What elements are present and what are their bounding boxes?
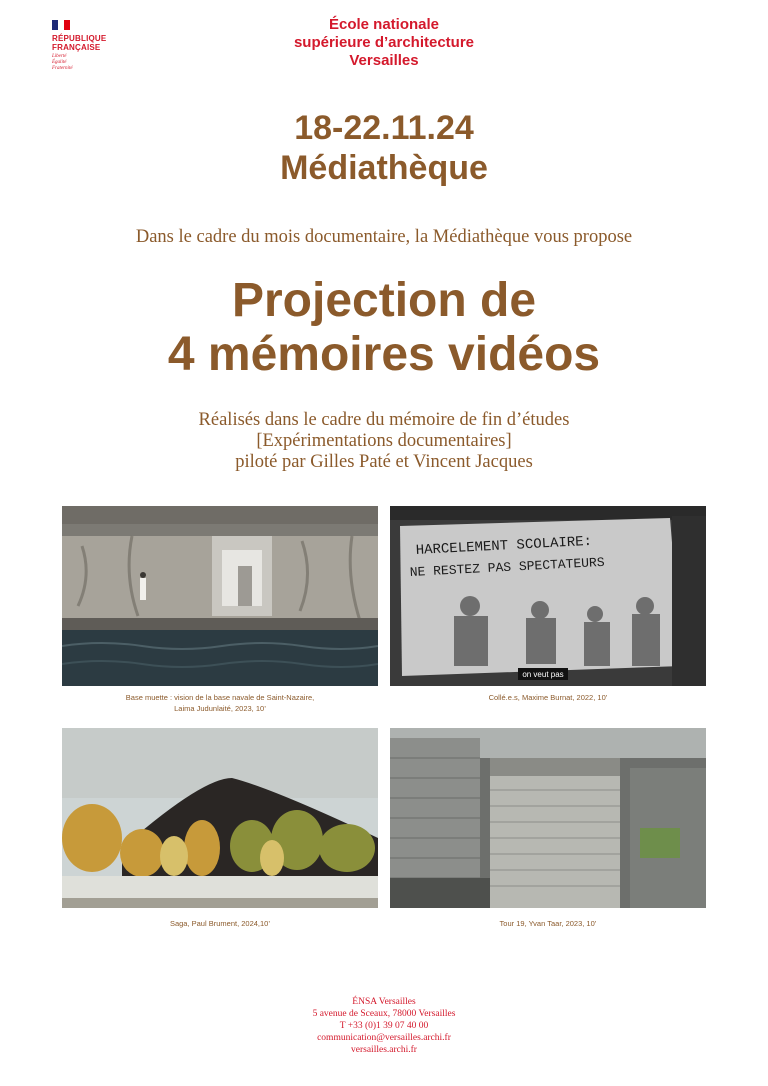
film-card-saga [62, 728, 378, 929]
film-still-tour-19 [390, 728, 706, 908]
film-still-base-muette [62, 506, 378, 686]
school-name [0, 16, 768, 70]
event-title-line: Projection de [231, 274, 537, 327]
film-caption-line: Base muette : vision de la base navale de Saint-Nazaire, [125, 693, 315, 702]
event-subtitle [0, 410, 768, 473]
film-still-saga [62, 728, 378, 908]
contact-footer [0, 996, 768, 1056]
footer-website: versailles.archi.fr [351, 1045, 417, 1055]
event-title-line: 4 mémoires vidéos [167, 328, 601, 381]
event-place: Médiathèque [280, 149, 488, 187]
film-caption-line: Laima Judunlaité, 2023, 10’ [174, 704, 266, 713]
event-title [0, 274, 768, 382]
film-caption-line: Tour 19, Yvan Taar, 2023, 10’ [499, 919, 597, 928]
devise-line: Fraternité [52, 66, 73, 71]
school-name-line: supérieure d’architecture [293, 34, 475, 51]
film-card-base-muette [62, 506, 378, 714]
logo-text-line: FRANÇAISE [52, 43, 101, 52]
school-name-line: École nationale [328, 16, 440, 33]
footer-address: 5 avenue de Sceaux, 78000 Versailles [312, 1009, 456, 1019]
event-dates: 18-22.11.24 [294, 109, 474, 147]
film-card-colles [390, 506, 706, 703]
film-caption-line: Collé.e.s, Maxime Burnat, 2022, 10’ [488, 693, 608, 702]
event-subtitle-line: [Expérimentations documentaires] [256, 431, 512, 451]
event-lead: Dans le cadre du mois documentaire, la Médiathèque vous propose [135, 227, 633, 247]
film-caption [390, 692, 706, 703]
film-still-colles [390, 506, 706, 686]
film-caption [62, 918, 378, 929]
video-subtitle: on veut pas [522, 670, 564, 679]
devise-line: Liberté [52, 54, 67, 59]
devise-line: Égalité [52, 60, 67, 65]
logo-text-line: RÉPUBLIQUE [52, 34, 107, 43]
event-header [0, 108, 768, 188]
footer-email: communication@versailles.archi.fr [317, 1033, 451, 1043]
graffiti-line-1: HARCELEMENT SCOLAIRE: [415, 533, 593, 559]
film-caption [62, 692, 378, 714]
footer-phone: T +33 (0)1 39 07 40 00 [339, 1021, 429, 1031]
event-subtitle-line: Réalisés dans le cadre du mémoire de fin d’études [198, 410, 570, 430]
event-subtitle-line: piloté par Gilles Paté et Vincent Jacques [235, 452, 533, 472]
graffiti-line-2: NE RESTEZ PAS SPECTATEURS [409, 554, 605, 580]
film-caption-line: Saga, Paul Brument, 2024,10’ [169, 919, 271, 928]
film-card-tour-19 [390, 728, 706, 929]
school-name-line: Versailles [349, 52, 419, 69]
film-caption [390, 918, 706, 929]
footer-org: ÉNSA Versailles [352, 997, 416, 1007]
